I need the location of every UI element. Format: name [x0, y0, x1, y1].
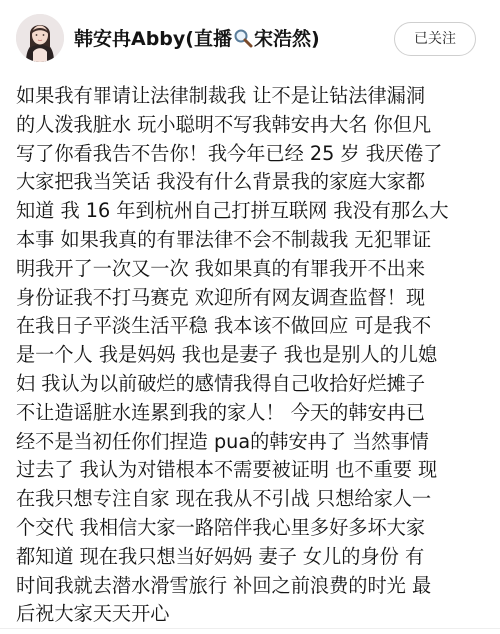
magnifier-icon [233, 28, 253, 54]
post-text-line: 过去了 我认为对错根本不需要被证明 也不重要 现 [16, 458, 438, 482]
post-text-line: 写了你看我告不告你！我今年已经 25 岁 我厌倦了 [16, 141, 443, 165]
post-text-line: 是一个人 我是妈妈 我也是妻子 我也是别人的儿媳 [16, 343, 438, 367]
bottom-divider [0, 628, 500, 629]
post-text-line: 妇 我认为以前破烂的感情我得自己收拾好烂摊子 [16, 371, 426, 395]
post-body [16, 82, 488, 629]
post-text-line: 经不是当初任你们捏造 pua的韩安冉了 当然事情 [16, 429, 429, 453]
username[interactable] [74, 27, 320, 54]
post-text-line: 个交代 我相信大家一路陪伴我心里多好多坏大家 [16, 515, 426, 539]
username-suffix-text: 宋浩然) [253, 28, 320, 50]
post-text-line: 知道 我 16 年到杭州自己打拼互联网 我没有那么大 [16, 199, 449, 223]
post-text-line: 都知道 现在我只想当好妈妈 妻子 女儿的身份 有 [16, 544, 425, 568]
post-text-line: 身份证我不打马赛克 欢迎所有网友调查监督！现 [16, 285, 426, 309]
post-text-line: 本事 如果我真的有罪法律不会不制裁我 无犯罪证 [16, 227, 432, 251]
post-text-line: 在我日子平淡生活平稳 我本该不做回应 可是我不 [16, 314, 432, 338]
post-text-line: 大家把我当笑话 我没有什么背景我的家庭大家都 [16, 170, 426, 194]
post-text-line: 后祝大家天天开心 [16, 602, 170, 626]
post-text-line: 在我只想专注自家 现在我从不引战 只想给家人一 [16, 487, 432, 511]
post-header [0, 0, 500, 78]
post-text-line: 明我开了一次又一次 我如果真的有罪我开不出来 [16, 256, 426, 280]
post-text-line: 时间我就去潜水滑雪旅行 补回之前浪费的时光 最 [16, 573, 432, 597]
post-text-line: 的人泼我脏水 玩小聪明不写我韩安冉大名 你但凡 [16, 112, 432, 136]
follow-button[interactable]: 已关注 [394, 22, 476, 56]
post-text-line: 不让造谣脏水连累到我的家人！ 今天的韩安冉已 [16, 400, 426, 424]
post-text-line: 如果我有罪请让法律制裁我 让不是让钻法律漏洞 [16, 84, 426, 107]
username-text: 韩安冉Abby(直播 [74, 28, 232, 50]
user-avatar-icon[interactable] [16, 14, 64, 62]
